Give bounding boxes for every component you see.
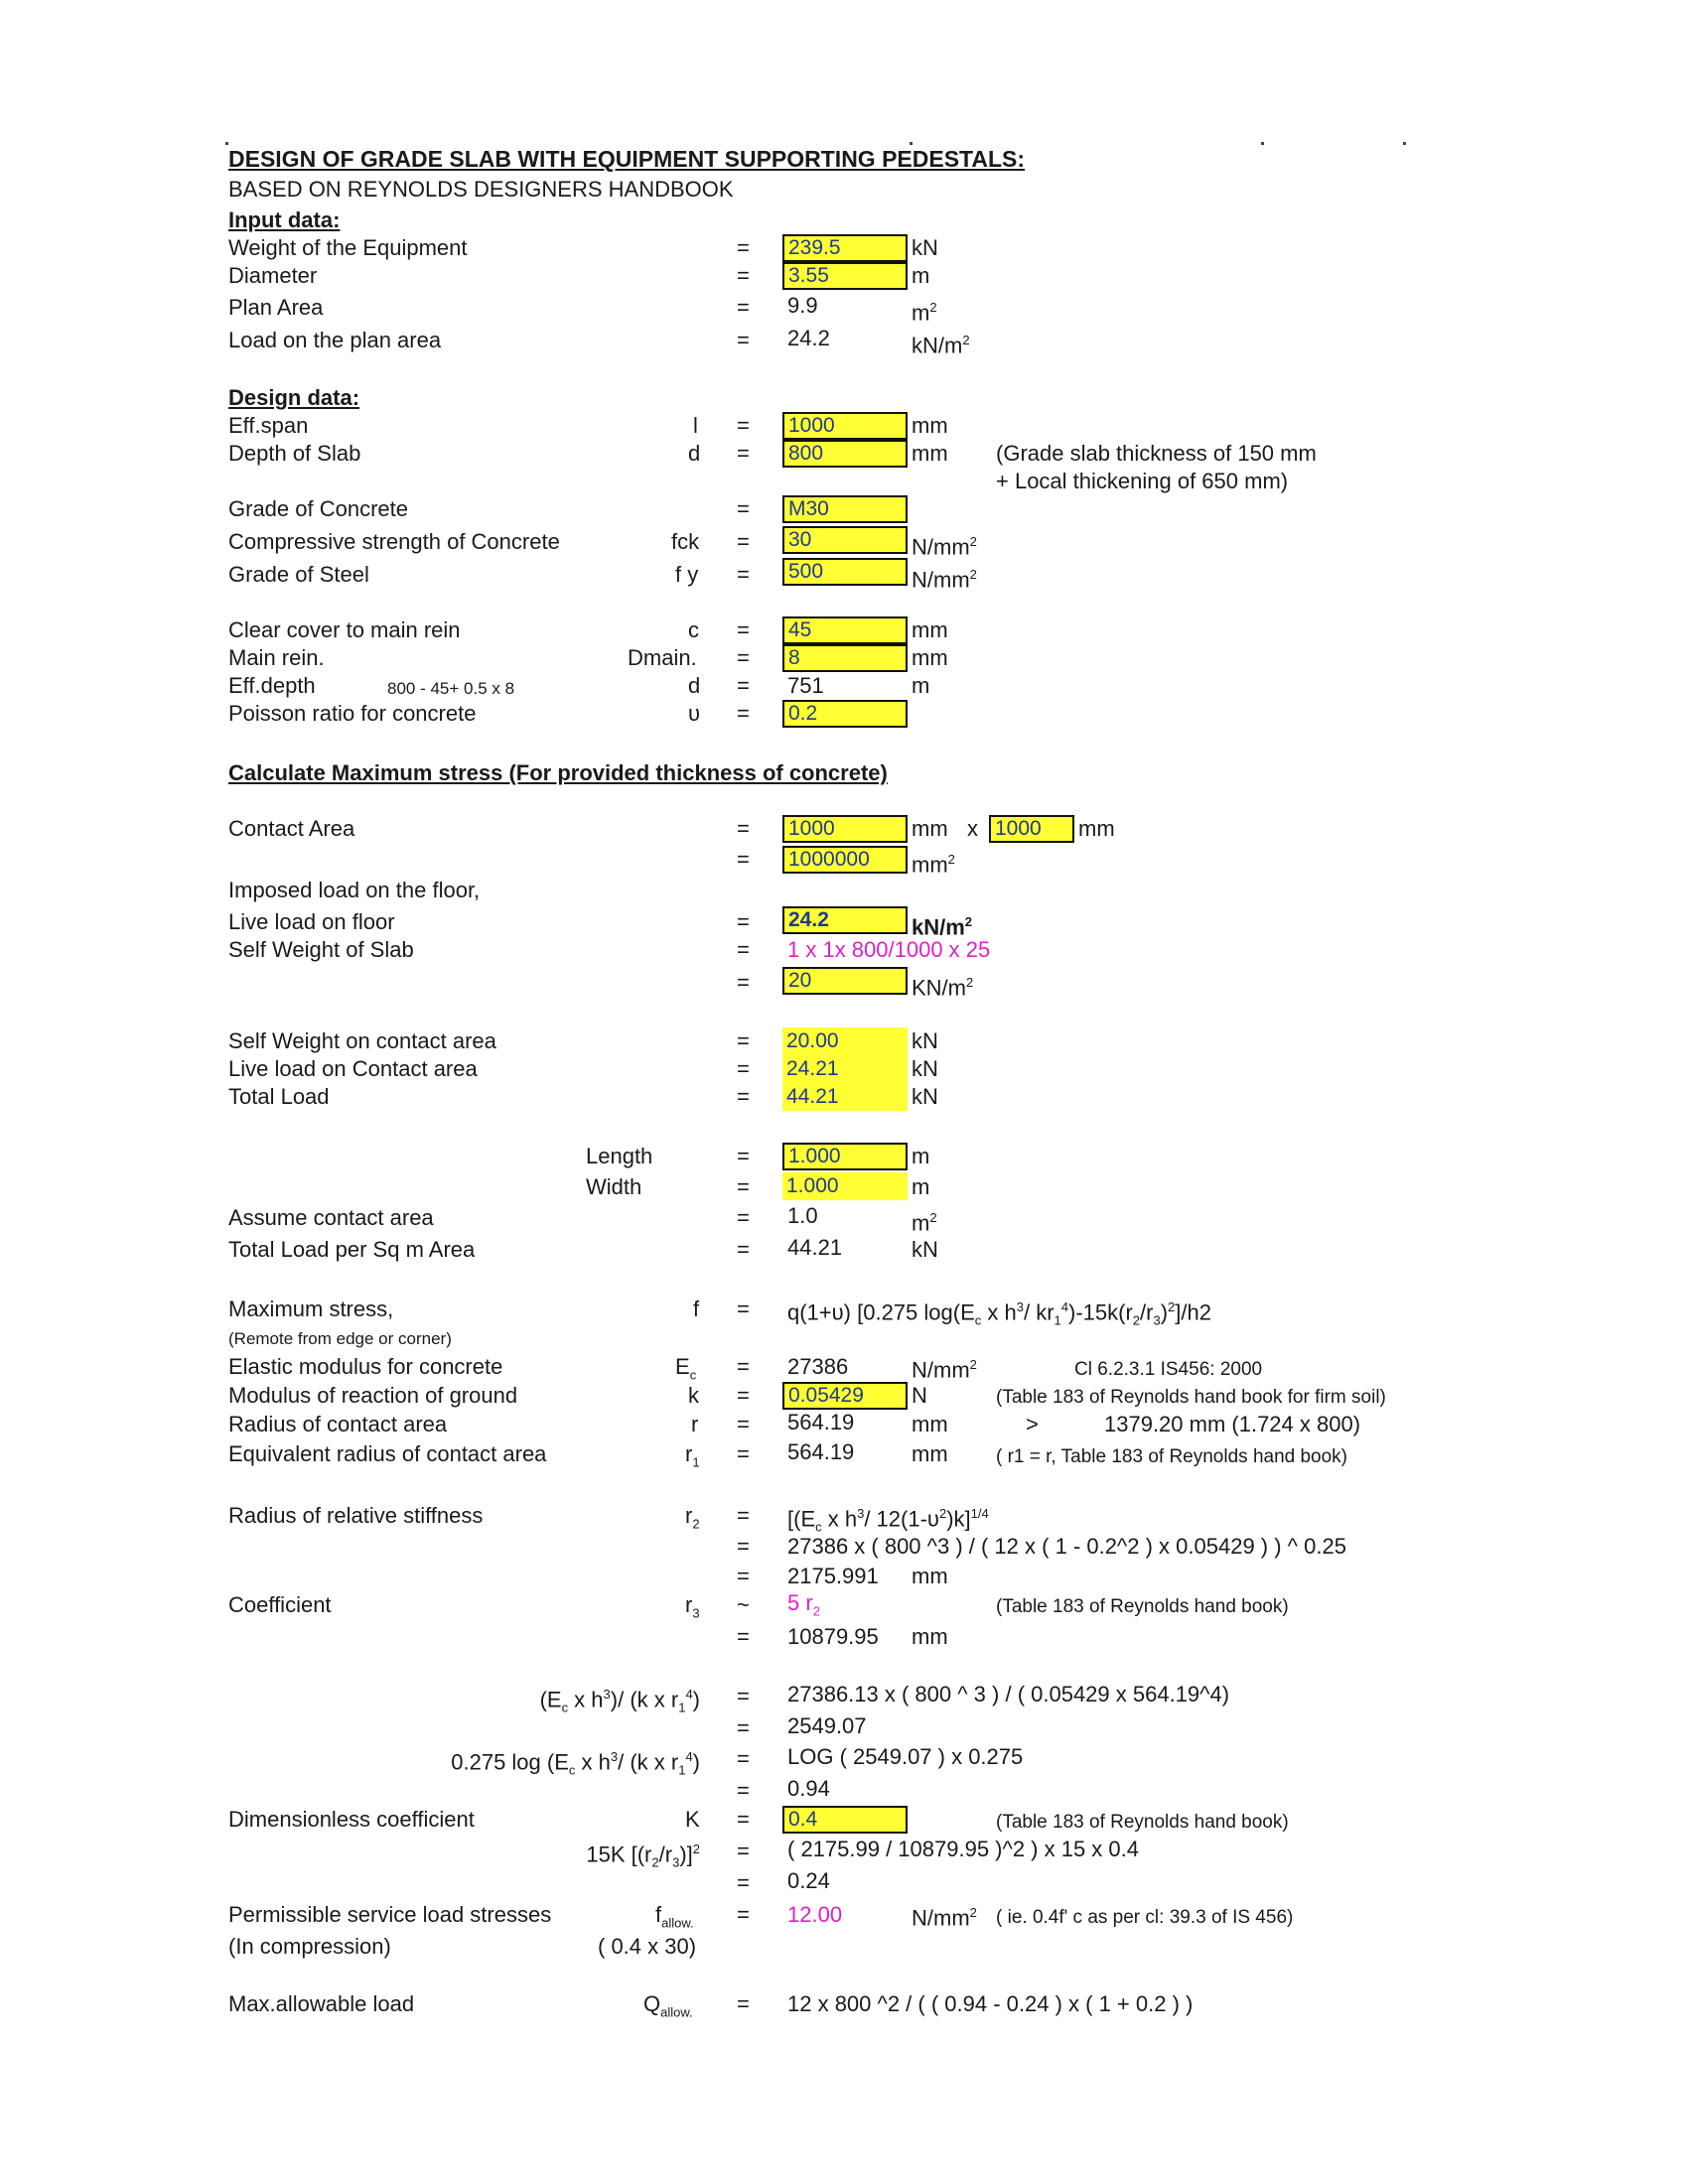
live-contact-label: Live load on Contact area (228, 1056, 478, 1081)
symbol: f (693, 1297, 700, 1321)
unit: $N/mm^2$ (912, 1905, 977, 1931)
permissible-value: 12.00 (787, 1902, 843, 1927)
unit: kN (912, 1084, 938, 1109)
radius-contact-label: Radius of contact area (228, 1412, 448, 1436)
dimless-input[interactable]: 0.4 (782, 1806, 908, 1834)
eq: = (737, 1807, 750, 1832)
diameter-label: Diameter (228, 263, 318, 288)
eq: = (737, 1624, 750, 1649)
dimless-label: Dimensionless coefficient (228, 1807, 475, 1832)
symbol: f y (675, 562, 699, 587)
contact-label: Contact Area (228, 816, 355, 841)
unit: $N/mm^2$ (912, 567, 977, 593)
modulus-label: Modulus of reaction of ground (228, 1383, 518, 1408)
rel-stiff-label: Radius of relative stiffness (228, 1503, 484, 1528)
calc-heading: Calculate Maximum stress (For provided thickness of concrete) (228, 760, 888, 785)
eq: = (737, 1144, 750, 1168)
symbol: υ (688, 701, 701, 726)
unit: mm (912, 1412, 948, 1436)
eq: = (737, 1056, 750, 1081)
assume-area-value: 1.0 (787, 1203, 818, 1228)
eq: = (737, 1354, 750, 1379)
symbol: $r_1$ (685, 1441, 700, 1470)
symbol: $Q_{allow.}$ (643, 1991, 693, 2020)
symbol: K (685, 1807, 700, 1832)
unit: $kN/m^2$ (912, 333, 970, 358)
eq: = (737, 1534, 750, 1559)
eq: = (737, 263, 750, 288)
load-plan-label: Load on the plan area (228, 328, 442, 352)
equiv-radius-label: Equivalent radius of contact area (228, 1441, 547, 1466)
eff-span-input[interactable]: 1000 (782, 412, 908, 440)
eq: = (737, 1028, 750, 1053)
eq: = (737, 1778, 750, 1803)
max-stress-formula: q(1+υ) [0.275 $\log(E_c$ x $h^3/$ $kr_1^4)-15k(r_2/r_3)^2]/h2$ (787, 1299, 1211, 1328)
symbol: $r_2$ (685, 1503, 700, 1532)
depth-input[interactable]: 800 (782, 440, 908, 468)
fck-label: Compressive strength of Concrete (228, 529, 560, 554)
eq: = (737, 1174, 750, 1199)
poisson-label: Poisson ratio for concrete (228, 701, 477, 726)
self-slab-formula: 1 x 1x 800/1000 x 25 (787, 937, 991, 962)
eq: = (737, 1503, 750, 1528)
self-slab-input[interactable]: 20 (782, 967, 908, 995)
symbol: ( 0.4 x 30) (598, 1934, 697, 1959)
eq: = (737, 1564, 750, 1588)
radius-contact-ref: 1379.20 mm (1.724 x 800) (1104, 1412, 1361, 1436)
elastic-value: 27386 (787, 1354, 849, 1379)
eq: = (737, 1839, 750, 1863)
unit: mm (912, 413, 948, 438)
rel-stiff-formula: [($E_c$ x $h^3/$ $12(1-\upsilon^2)k]^{1/4}$ (787, 1506, 989, 1535)
eff-span-label: Eff.span (228, 413, 309, 438)
live-contact-value: 24.21 (782, 1055, 908, 1083)
eq: = (737, 645, 750, 670)
dot-mark (1403, 142, 1406, 145)
symbol: Dmain. (628, 645, 697, 670)
eq: = (737, 441, 750, 466)
eff-depth-formula: 800 - 45+ 0.5 x 8 (387, 679, 515, 698)
eq: = (737, 1205, 750, 1230)
eq: = (737, 328, 750, 352)
assume-area-label: Assume contact area (228, 1205, 434, 1230)
cover-label: Clear cover to main rein (228, 617, 461, 642)
eq: = (737, 529, 750, 554)
eq: = (737, 970, 750, 995)
ratio-calc: 27386.13 x ( 800 ^ 3 ) / ( 0.05429 x 564.19^4) (787, 1682, 1230, 1706)
eq: = (737, 1746, 750, 1771)
max-stress-sub: (Remote from edge or corner) (228, 1329, 452, 1348)
main-rein-input[interactable]: 8 (782, 644, 908, 672)
self-slab-label: Self Weight of Slab (228, 937, 414, 962)
eq: = (737, 673, 750, 698)
unit: $N/mm^2$ (912, 1357, 977, 1383)
input-heading: Input data: (228, 207, 341, 232)
unit: $m^2$ (912, 300, 937, 326)
unit: $KN/m^2$ (912, 975, 974, 1001)
eq: = (737, 1297, 750, 1321)
elastic-label: Elastic modulus for concrete (228, 1354, 503, 1379)
unit: N (912, 1383, 927, 1408)
symbol: r (691, 1412, 699, 1436)
plan-area-value: 9.9 (787, 293, 818, 318)
eq: = (737, 1715, 750, 1740)
unit: m (912, 263, 930, 288)
eq: = (737, 1084, 750, 1109)
eq: = (737, 1237, 750, 1262)
live-floor-label: Live load on floor (228, 909, 395, 934)
unit: $N/mm^2$ (912, 534, 977, 560)
modulus-ref: (Table 183 of Reynolds hand book for firm soil) (996, 1387, 1386, 1408)
length-label: Length (586, 1144, 653, 1168)
imposed-label: Imposed load on the floor, (228, 878, 481, 902)
approx: ~ (737, 1592, 750, 1617)
design-heading: Design data: (228, 385, 360, 410)
contact-width-input[interactable]: 1000 (989, 815, 1074, 843)
eq: = (737, 1684, 750, 1708)
eq: = (737, 847, 750, 872)
weight-input[interactable]: 239.5 (782, 234, 908, 262)
eq: = (737, 937, 750, 962)
contact-area-input[interactable]: 1000000 (782, 846, 908, 874)
eq: = (737, 413, 750, 438)
load-plan-value: 24.2 (787, 326, 830, 350)
logterm-lhs: 0.275 $\log (E_c$ x $h^3/$ (k x $r_1^4$) (451, 1749, 700, 1778)
symbol: l (693, 413, 698, 438)
rel-stiff-calc: 27386 x ( 800 ^3 ) / ( 12 x ( 1 - 0.2^2 ) x 0.05429 ) ) ^ 0.25 (787, 1534, 1346, 1559)
width-value: 1.000 (782, 1172, 908, 1200)
symbol: c (688, 617, 699, 642)
total-sqm-label: Total Load per Sq m Area (228, 1237, 476, 1262)
eq: = (737, 909, 750, 934)
eq: = (737, 816, 750, 841)
unit: $m^2$ (912, 1210, 937, 1236)
depth-note: (Grade slab thickness of 150 mm (996, 441, 1317, 466)
symbol: $f_{allow.}$ (655, 1902, 694, 1931)
eq: = (737, 295, 750, 320)
total-load-value: 44.21 (782, 1083, 908, 1111)
unit: mm (1078, 816, 1115, 841)
symbol: $r_3$ (685, 1592, 700, 1621)
unit: mm (912, 1624, 948, 1649)
radius-contact-value: 564.19 (787, 1410, 855, 1434)
coeff-value: 10879.95 (787, 1624, 879, 1649)
unit: kN (912, 1237, 938, 1262)
permissible-ref: ( ie. 0.4f' c as per cl: 39.3 of IS 456) (996, 1907, 1294, 1928)
eq: = (737, 701, 750, 726)
dot-mark (910, 142, 913, 145)
symbol: $E_c$ (675, 1354, 697, 1383)
coeff-label: Coefficient (228, 1592, 332, 1617)
coeff-formula: 5 $r_2$ (787, 1590, 820, 1619)
fifteen-value: 0.24 (787, 1868, 830, 1893)
symbol: d (688, 441, 701, 466)
unit: m (912, 673, 930, 698)
depth-note: + Local thickening of 650 mm) (996, 469, 1289, 493)
length-input[interactable]: 1.000 (782, 1143, 908, 1170)
eq: = (737, 1383, 750, 1408)
coeff-ref: (Table 183 of Reynolds hand book) (996, 1596, 1289, 1617)
symbol: k (688, 1383, 699, 1408)
eq: = (737, 562, 750, 587)
fck-input[interactable]: 30 (782, 526, 908, 554)
unit: kN (912, 1028, 938, 1053)
max-stress-label: Maximum stress, (228, 1297, 394, 1321)
gt: > (1026, 1412, 1039, 1436)
equiv-radius-ref: ( r1 = r, Table 183 of Reynolds hand book) (996, 1446, 1348, 1467)
unit: m (912, 1174, 930, 1199)
page-title: DESIGN OF GRADE SLAB WITH EQUIPMENT SUPPORTING PEDESTALS: (228, 146, 1026, 172)
grade-concrete-input[interactable]: M30 (782, 495, 908, 523)
max-allow-calc: 12 x 800 ^2 / ( ( 0.94 - 0.24 ) x ( 1 + 0.2 ) ) (787, 1991, 1194, 2016)
eq: = (737, 1412, 750, 1436)
equiv-radius-value: 564.19 (787, 1439, 855, 1464)
unit: $mm^2$ (912, 852, 955, 878)
fifteen-calc: ( 2175.99 / 10879.95 )^2 ) x 15 x 0.4 (787, 1837, 1139, 1861)
grade-concrete-label: Grade of Concrete (228, 496, 408, 521)
unit: m (912, 1144, 930, 1168)
plan-area-label: Plan Area (228, 295, 324, 320)
fy-input[interactable]: 500 (782, 558, 908, 586)
logterm-calc: LOG ( 2549.07 ) x 0.275 (787, 1744, 1024, 1769)
page-subtitle: BASED ON REYNOLDS DESIGNERS HANDBOOK (228, 177, 734, 202)
eq: = (737, 1870, 750, 1895)
max-allow-label: Max.allowable load (228, 1991, 415, 2016)
unit: kN (912, 235, 938, 260)
eq: = (737, 1902, 750, 1927)
eq: = (737, 617, 750, 642)
dimless-ref: (Table 183 of Reynolds hand book) (996, 1812, 1289, 1833)
logterm-value: 0.94 (787, 1776, 830, 1801)
unit: mm (912, 441, 948, 466)
unit: mm (912, 1441, 948, 1466)
dot-mark (225, 142, 228, 145)
unit: kN (912, 1056, 938, 1081)
poisson-input[interactable]: 0.2 (782, 700, 908, 728)
eff-depth-value: 751 (787, 673, 824, 698)
unit: mm (912, 645, 948, 670)
self-contact-value: 20.00 (782, 1027, 908, 1055)
cover-input[interactable]: 45 (782, 616, 908, 644)
unit: mm (912, 1564, 948, 1588)
main-rein-label: Main rein. (228, 645, 325, 670)
total-sqm-value: 44.21 (787, 1235, 843, 1260)
times: x (967, 816, 978, 841)
eq: = (737, 496, 750, 521)
ratio-lhs: ($E_c$ x $h^3)/$ (k x $r_1^4$) (539, 1687, 700, 1715)
eq: = (737, 1441, 750, 1466)
width-label: Width (586, 1174, 642, 1199)
fy-label: Grade of Steel (228, 562, 369, 587)
dot-mark (1261, 142, 1264, 145)
weight-label: Weight of the Equipment (228, 235, 468, 260)
ratio-value: 2549.07 (787, 1713, 867, 1738)
eq: = (737, 235, 750, 260)
live-floor-input[interactable]: 24.2 (782, 906, 908, 934)
unit: mm (912, 816, 948, 841)
fifteen-lhs: 15K $[(r_2/r_3)]^2$ (586, 1842, 700, 1870)
rel-stiff-value: 2175.991 (787, 1564, 879, 1588)
permissible-label: Permissible service load stresses (228, 1902, 552, 1927)
unit: $kN/m^2$ (912, 914, 973, 940)
symbol: d (688, 673, 701, 698)
elastic-ref: Cl 6.2.3.1 IS456: 2000 (1074, 1359, 1263, 1380)
permissible-label2: (In compression) (228, 1934, 391, 1959)
self-contact-label: Self Weight on contact area (228, 1028, 496, 1053)
eq: = (737, 1991, 750, 2016)
depth-label: Depth of Slab (228, 441, 361, 466)
unit: mm (912, 617, 948, 642)
eff-depth-label: Eff.depth (228, 673, 316, 698)
contact-length-input[interactable]: 1000 (782, 815, 908, 843)
diameter-input[interactable]: 3.55 (782, 262, 908, 290)
modulus-input[interactable]: 0.05429 (782, 1382, 908, 1410)
symbol: fck (671, 529, 700, 554)
total-load-label: Total Load (228, 1084, 330, 1109)
